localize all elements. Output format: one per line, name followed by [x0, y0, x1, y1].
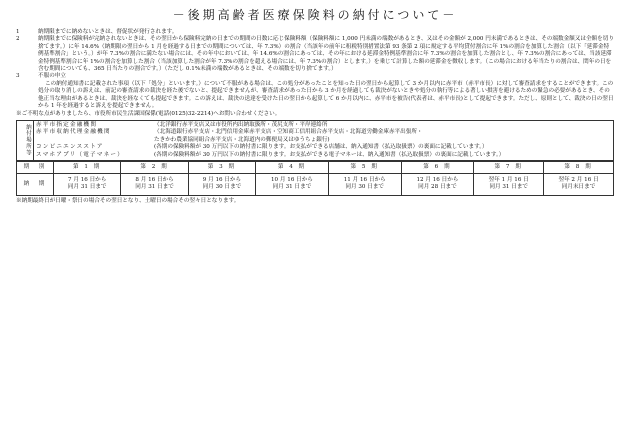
period-cell: 第 1 期 — [54, 161, 121, 173]
period-cell: 第 8 期 — [544, 161, 614, 173]
payment-places-header: 納付場所等 — [17, 120, 34, 160]
payment-place-name: 赤平市収納代理金融機関 — [36, 129, 111, 136]
payment-place-desc: たきかわ農業協同組合赤平支店・北海道内の郵便局又はゆうちょ銀行) — [154, 136, 330, 143]
deadline-cell — [256, 173, 329, 195]
period-cell: 第 3 期 — [188, 161, 255, 173]
payment-place-row — [36, 129, 611, 136]
payment-places-table — [16, 120, 614, 161]
schedule-deadline-row — [17, 173, 614, 195]
item-number: 3 — [16, 73, 20, 80]
deadline-start: 9 月 16 日から — [202, 177, 242, 183]
deadline-end: 同月末日まで — [561, 184, 596, 191]
payment-place-desc: （北海道銀行赤平支店・北門信用金庫赤平支店・空知商工信用組合赤平支店・北海道労働金庫赤平出張所・ — [154, 129, 423, 136]
deadline-cell — [188, 173, 255, 195]
deadline-start: 翌年 2 月 16 日 — [558, 177, 599, 183]
deadline-start: 7 月 16 日から — [67, 177, 107, 183]
deadline-label: 納 期 — [17, 173, 54, 195]
period-cell: 第 4 期 — [256, 161, 329, 173]
payment-place-desc: (各期の保険料額が 30 万円以下の納付書に限ります。お支払ができる電子マネーは、納入通知書（払込取扱票）の裏面に記載しています。） — [154, 151, 505, 158]
period-cell: 第 2 期 — [121, 161, 188, 173]
payment-place-row — [36, 144, 611, 151]
notice-item-3 — [16, 73, 614, 80]
deadline-end: 同月 31 日まで — [489, 184, 529, 191]
payment-place-name: スマホアプリ（電子マネー） — [36, 151, 124, 158]
period-label: 期 別 — [17, 161, 54, 173]
payment-place-name — [36, 137, 154, 144]
deadline-start: 12 月 16 日から — [416, 177, 459, 183]
period-cell: 第 6 期 — [401, 161, 474, 173]
deadline-cell — [401, 173, 474, 195]
payment-place-row — [36, 137, 611, 144]
item-number: 1 — [16, 29, 20, 35]
deadline-end: 同月 28 日まで — [418, 184, 457, 191]
deadline-end: 同月 30 日まで — [345, 184, 385, 191]
inquiry-note: ※ご不明な点がありましたら、市役所市民生活課国保係(電話(0125)32-2214)へお問い合わせください。 — [16, 111, 281, 118]
deadline-cell — [474, 173, 544, 195]
payment-place-desc: （北洋銀行赤平支店又は市役所内出納取扱所・茂尻支所・平岸連絡所 — [154, 121, 328, 128]
payment-place-row — [36, 152, 611, 159]
item-text: 納期限までに保険料が完納されないときは、その翌日から保険料完納の日までの期間の日数に応じ保険料額（保険料額に 1,000 円未満の端数があるとき、又はその金額が 2,000 円未満であるときは、その端数金額又は全額を切り捨てます。）に年 14.6%（納期限の翌日から 1 月を経過する日までの期間については、年 7.3%）の割合（当該年の前年に租税特別措置法第 93 条第 2 項に規定する平均貸付割合に年 1%の割合を加算した割合（以下「延滞金特例基準割合」という。）が年 7.3%の割合に満たない場合には、その年中においては、年 14.6%の割合にあっては、その年における延滞金特例基準割合に年 7.3%の割合を加算した割合とし、年 7.3%の割合にあっては、当該延滞金特例基準割合に年 1%の割合を加算した割合（当該加算した割合が年 7.3%の割合を超える場合には、年 7.3%の割合）とします。）を乗じて計算した額の延滞金を徴収します。（この場合における年当たりの割合は、閏年の日を含む期間についても、365 日当たりの割合です。）（ただし 0.1%未満の端数があるときは、その端数を切り捨てます。） — [38, 36, 614, 73]
deadline-start: 10 月 16 日から — [271, 177, 313, 183]
notice-page — [16, 6, 614, 205]
deadline-cell — [121, 173, 188, 195]
payment-place-name: 赤平市指定金融機関 — [36, 121, 98, 128]
notice-item-2 — [16, 36, 614, 73]
item-text: 納期限までに納めないときは、督促状が発行されます。 — [38, 29, 178, 35]
period-cell: 第 7 期 — [474, 161, 544, 173]
appeal-paragraph: この納付通知書に記載された事項（以下「処分」といいます。）について不服がある場合は、この処分があったことを知った日の翌日から起算して 3 か月以内に赤平市（赤平市長）に対して審査請求をすることができます。この処分の取り消しの訴えは、前記の審査請求の裁決を経た後でないと、提起できませんが、審査請求があった日から 3 か月を経過しても裁決がないときや処分の執行等による著しい損害を避けるための緊急の必要があるとき、その他正当な理由があるときは、裁決を経なくても提起できます。この訴えは、裁決の送達を受けた日の翌日から起算して 6 か月以内に、赤平市を被告(代表者は、赤平市長)として提起できます。ただし、原則として、裁決の日の翌日から 1 年を経過すると訴えを提起できません。 — [38, 80, 614, 110]
period-cell: 第 5 期 — [328, 161, 401, 173]
payment-places-list — [34, 120, 614, 160]
deadline-end: 同月 31 日まで — [135, 184, 174, 191]
deadline-cell — [544, 173, 614, 195]
deadline-end: 同月 31 日まで — [272, 184, 312, 191]
payment-place-name: コンビニエンスストア — [36, 144, 104, 151]
footnote: ※納期最終日が日曜・祭日の場合その翌日となり、土曜日の場合その翌々日となります。 — [16, 197, 240, 204]
deadline-end: 同月 30 日まで — [202, 184, 242, 191]
page-title: －後期高齢者医療保険料の納付について－ — [172, 8, 458, 22]
deadline-start: 8 月 16 日から — [135, 177, 174, 183]
deadline-start: 11 月 16 日から — [343, 177, 386, 183]
payment-place-desc: (各期の保険料額が 30 万円以下の納付書に限ります。お支払ができる店舗は、納入通知書（払込取扱票）の裏面に記載しています。） — [154, 144, 488, 151]
deadline-cell — [54, 173, 121, 195]
item-text: 不服の申立 — [38, 73, 66, 80]
item-number: 2 — [16, 36, 20, 43]
deadline-start: 翌年 1 月 16 日 — [488, 177, 529, 183]
deadline-cell — [328, 173, 401, 195]
schedule-header-row — [17, 161, 614, 173]
deadline-end: 同月 31 日まで — [67, 184, 107, 191]
payment-schedule-table — [16, 161, 614, 196]
